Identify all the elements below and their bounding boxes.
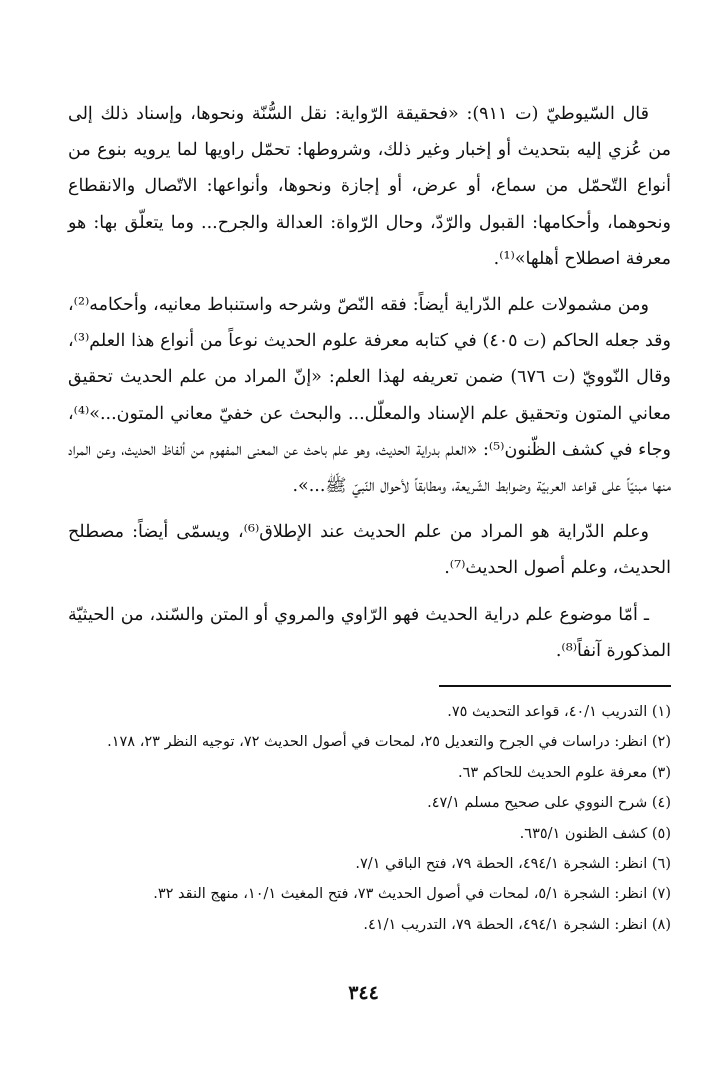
- footnotes: [68, 697, 671, 940]
- paragraph-1: قال السّيوطيّ (ت ٩١١): «فحقيقة الرّواية: نقل السُّنّة ونحوها، وإسناد ذلك إلى من عُزي إليه بتحديث أو إخبار وغير ذلك، وشروطها: تحمّل راويها لما يرويه بنوع من أنواع التّحمّل من سماع، أو عرض، أو إجازة ونحوها، وأنواعها: الاتّصال والانقطاع ونحوهما، وأحكامها: القبول والرّدّ، وحال الرّواة: العدالة والجرح... وما يتعلّق بها: هو معرفة اصطلاح أهلها»⁽¹⁾.: [68, 104, 671, 269]
- footnote-3: (٣) معرفة علوم الحديث للحاكم ٦٣.: [458, 764, 671, 781]
- footnote-7: (٧) انظر: الشجرة ٥/١، لمحات في أصول الحديث ٧٣، فتح المغيث ١٠/١، منهج النقد ٣٢.: [153, 886, 671, 903]
- footnote-2: (٢) انظر: دراسات في الجرح والتعديل ٢٥، لمحات في أصول الحديث ٧٢، توجيه النظر ٢٣، ١٧٨.: [107, 734, 671, 751]
- page-number: ٣٤٤: [348, 982, 379, 1004]
- paragraph-3: وعلم الدّراية هو المراد من علم الحديث عند الإطلاق⁽⁶⁾، ويسمّى أيضاً: مصطلح الحديث، وعلم أصول الحديث⁽⁷⁾.: [68, 522, 671, 579]
- footnote-4: (٤) شرح النووي على صحيح مسلم ٤٧/١.: [427, 795, 671, 812]
- footnote-5: (٥) كشف الظنون ٦٣٥/١.: [519, 825, 671, 842]
- paragraph-2: ومن مشمولات علم الدّراية أيضاً: فقه النّصّ وشرحه واستنباط معانيه، وأحكامه⁽²⁾، وقد جعله الحاكم (ت ٤٠٥) في كتابه معرفة علوم الحديث نوعاً من أنواع هذا العلم⁽³⁾، وقال النّوويّ (ت ٦٧٦) ضمن تعريفه لهذا العلم: «إنّ المراد من علم الحديث تحقيق معاني المتون وتحقيق علم الإسناد والمعلّل... والبحث عن خفيّ معاني المتون...»⁽⁴⁾، وجاء في كشف الظّنون⁽⁵⁾: «العلم بدراية الحديث، وهو علم باحث عن المعنى المفهوم من ألفاظ الحديث، وعن المراد منها مبنيّاً على قواعد العربيّة وضوابط الشّريعة، ومطابقاً لأحوال النّبيّ ﷺ...».: [68, 295, 671, 497]
- paragraph-4: ـ أمّا موضوع علم دراية الحديث فهو الرّاوي والمروي أو المتن والسّند، من الحيثيّة المذكورة آنفاً⁽⁸⁾.: [68, 604, 671, 661]
- main-text: [68, 96, 671, 669]
- footnote-8: (٨) انظر: الشجرة ٤٩٤/١، الحطة ٧٩، التدريب ٤١/١.: [363, 916, 671, 933]
- footnote-1: (١) التدريب ٤٠/١، قواعد التحديث ٧٥.: [447, 704, 671, 721]
- footnote-divider: [439, 685, 671, 687]
- footnote-6: (٦) انظر: الشجرة ٤٩٤/١، الحطة ٧٩، فتح الباقي ٧/١.: [355, 856, 671, 873]
